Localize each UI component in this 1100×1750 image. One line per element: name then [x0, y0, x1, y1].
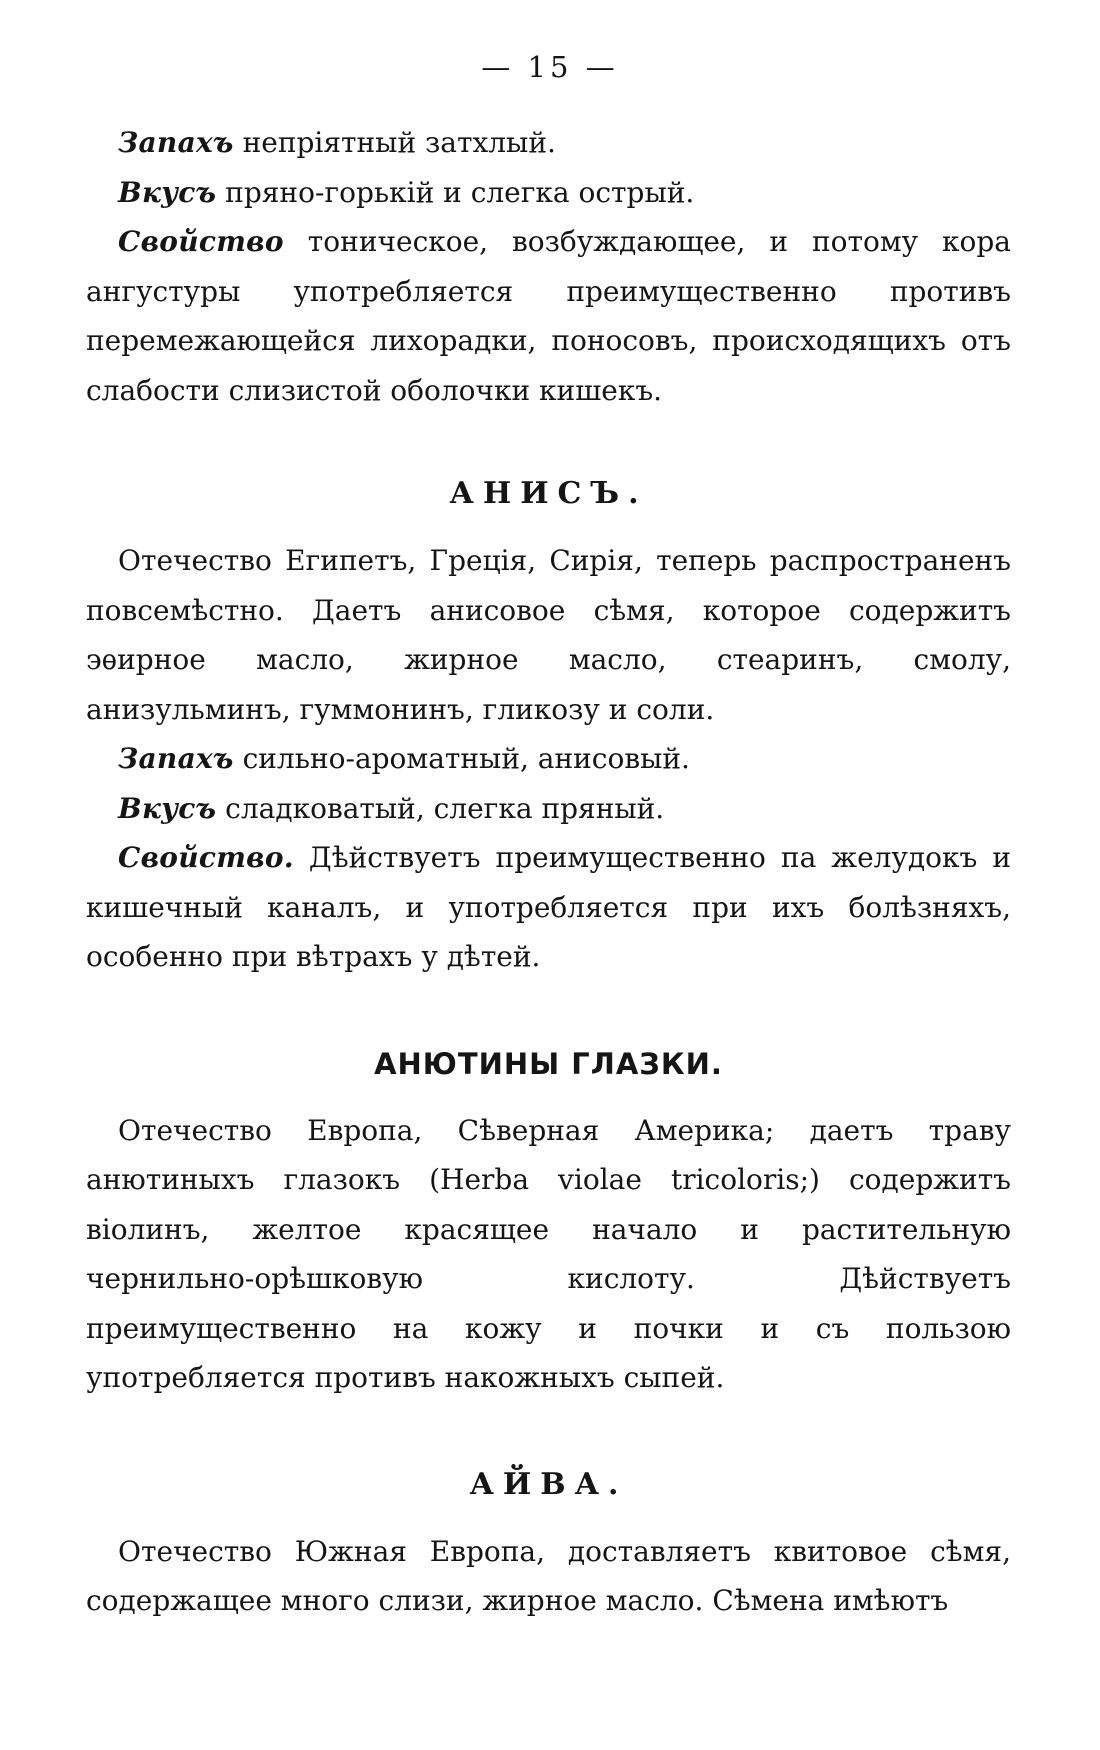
section-heading-anise: АНИСЪ.: [449, 476, 648, 511]
anise-smell-paragraph: [86, 734, 1011, 784]
anise-origin-paragraph: Отечество Египетъ, Греція, Сирія, теперь распространенъ повсемѣстно. Даетъ анисовое сѣмя, которое содержитъ эѳирное масло, жирное масло, стеаринъ, смолу, анизульминъ, гуммонинъ, гликозу и соли.: [86, 544, 1011, 726]
intro-smell-text: непріятный затхлый.: [233, 126, 556, 159]
intro-taste-term: Вкусъ: [118, 175, 217, 209]
intro-smell-paragraph: [86, 118, 1011, 168]
quince-origin-paragraph: Отечество Южная Европа, доставляетъ квитовое сѣмя, содержащее много слизи, жирное масло. Сѣмена имѣютъ: [86, 1534, 1011, 1617]
page-content: [86, 118, 1011, 1626]
intro-property-text: тоническое, возбуждающее, и потому кора ангустуры употребляется преимущественно противъ перемежающейся лихорадки, поносовъ, происходящихъ отъ слабости слизистой оболочки кишекъ.: [86, 225, 1011, 407]
anise-taste-text: сладковатый, слегка пряный.: [216, 791, 665, 825]
anise-property-paragraph: [86, 833, 1011, 982]
anise-property-term: Свойство.: [118, 841, 294, 874]
intro-taste-text: пряно-горькій и слегка острый.: [216, 175, 695, 209]
intro-property-paragraph: [86, 217, 1011, 415]
intro-property-term: Свойство: [118, 225, 284, 258]
anise-property-text: Дѣйствуетъ преимущественно па желудокъ и кишечный каналъ, и употребляется при ихъ болѣзняхъ, особенно при вѣтрахъ у дѣтей.: [86, 841, 1011, 973]
intro-smell-term: Запахъ: [118, 126, 234, 159]
intro-taste-paragraph: [86, 168, 1011, 218]
anise-smell-term: Запахъ: [118, 742, 234, 775]
anise-taste-paragraph: [86, 784, 1011, 834]
page-number: — 15 —: [481, 50, 619, 84]
anise-taste-term: Вкусъ: [118, 791, 217, 825]
section-heading-pansy: АНЮТИНЫ ГЛАЗКИ.: [374, 1046, 723, 1081]
section-heading-quince: АЙВА.: [469, 1466, 628, 1502]
pansy-origin-paragraph: Отечество Европа, Сѣверная Америка; даетъ траву анютиныхъ глазокъ (Herba violae tricoloris;) содержитъ віолинъ, желтое красящее начало и растительную чернильно-орѣшковую кислоту. Дѣйствуетъ преимущественно на кожу и почки и съ пользою употребляется противъ накожныхъ сыпей.: [86, 1113, 1011, 1394]
anise-smell-text: сильно-ароматный, анисовый.: [233, 742, 690, 775]
